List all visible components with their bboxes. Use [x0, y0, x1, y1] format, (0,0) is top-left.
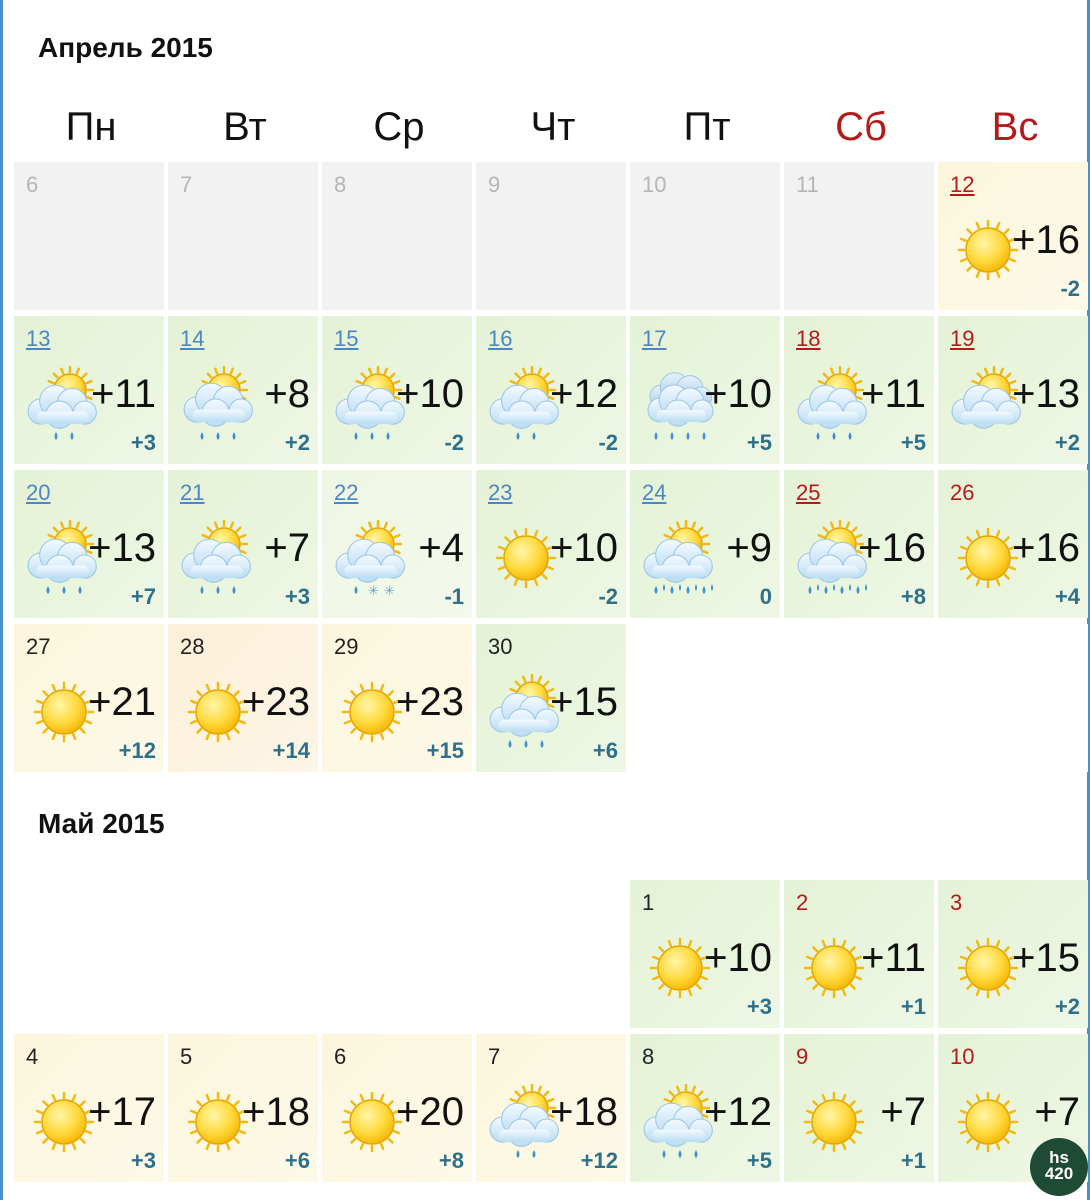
day-cell[interactable] — [938, 470, 1088, 618]
day-cell[interactable] — [938, 316, 1088, 464]
day-number: 5 — [180, 1044, 193, 1069]
day-cell[interactable] — [630, 316, 780, 464]
weekday-header-4: Пт — [683, 105, 731, 149]
day-cell[interactable] — [322, 1034, 472, 1182]
temp-min: -2 — [598, 584, 618, 609]
temp-min: +2 — [1054, 430, 1080, 455]
temp-max: +12 — [550, 372, 618, 416]
day-cell[interactable] — [784, 880, 934, 1028]
temp-max: +20 — [396, 1090, 464, 1134]
partly-cloudy-heavy-rain-icon — [640, 520, 720, 600]
temp-max: +9 — [726, 526, 772, 570]
month-title: Апрель 2015 — [38, 32, 213, 63]
day-cell[interactable] — [476, 1034, 626, 1182]
temp-min: +6 — [592, 738, 618, 763]
weekday-header-3: Чт — [530, 105, 576, 149]
day-number: 8 — [334, 172, 347, 197]
sun-icon — [948, 1084, 1028, 1164]
month-title: Май 2015 — [38, 808, 165, 839]
temp-min: +2 — [284, 430, 310, 455]
day-cell[interactable] — [168, 470, 318, 618]
temp-min: +8 — [900, 584, 926, 609]
temp-min: +5 — [900, 430, 926, 455]
sun-icon — [794, 1084, 874, 1164]
temp-max: +7 — [1034, 1090, 1080, 1134]
temp-max: +12 — [704, 1090, 772, 1134]
day-cell[interactable] — [322, 316, 472, 464]
temp-min: -2 — [1060, 276, 1080, 301]
temp-min: +8 — [438, 1148, 464, 1173]
temp-max: +7 — [880, 1090, 926, 1134]
temp-min: -2 — [598, 430, 618, 455]
temp-min: +14 — [272, 738, 310, 763]
day-cell[interactable] — [938, 162, 1088, 310]
empty-cell — [168, 880, 318, 1028]
temp-min: +5 — [746, 1148, 772, 1173]
day-number[interactable]: 14 — [180, 326, 205, 351]
day-cell[interactable] — [630, 1034, 780, 1182]
temp-min: +15 — [426, 738, 464, 763]
day-number: 7 — [180, 172, 193, 197]
temp-max: +4 — [418, 526, 464, 570]
day-number[interactable]: 23 — [488, 480, 513, 505]
day-cell — [784, 162, 934, 310]
day-cell[interactable] — [14, 1034, 164, 1182]
day-number[interactable]: 24 — [642, 480, 667, 505]
temp-min: +5 — [746, 430, 772, 455]
day-number[interactable]: 25 — [796, 480, 821, 505]
empty-cell — [938, 624, 1088, 772]
temp-max: +21 — [88, 680, 156, 724]
temp-min: +7 — [130, 584, 156, 609]
day-cell[interactable] — [168, 624, 318, 772]
day-number: 3 — [950, 890, 963, 915]
temp-max: +18 — [242, 1090, 310, 1134]
partly-cloudy-sleet-icon — [332, 520, 412, 600]
day-number[interactable]: 17 — [642, 326, 667, 351]
temp-max: +18 — [550, 1090, 618, 1134]
day-number: 11 — [796, 172, 819, 197]
day-number: 26 — [950, 480, 975, 505]
temp-min: +2 — [1054, 994, 1080, 1019]
weekday-header-5: Сб — [835, 105, 887, 149]
day-cell — [168, 162, 318, 310]
day-number[interactable]: 13 — [26, 326, 51, 351]
temp-min: +12 — [118, 738, 156, 763]
weekday-header-1: Вт — [223, 105, 267, 149]
day-cell[interactable] — [784, 470, 934, 618]
day-number: 28 — [180, 634, 205, 659]
day-number: 27 — [26, 634, 51, 659]
logo-line2: 420 — [1044, 1164, 1074, 1183]
weekday-header-2: Ср — [373, 105, 425, 149]
day-number[interactable]: 19 — [950, 326, 975, 351]
temp-min: +1 — [900, 1148, 926, 1173]
empty-cell — [476, 880, 626, 1028]
empty-cell — [322, 880, 472, 1028]
day-number[interactable]: 15 — [334, 326, 359, 351]
day-number: 6 — [26, 172, 39, 197]
temp-min: 0 — [759, 584, 772, 609]
temp-min: -1 — [444, 584, 464, 609]
temp-min: +4 — [1054, 584, 1080, 609]
weekday-header-0: Пн — [65, 105, 117, 149]
day-number[interactable]: 18 — [796, 326, 821, 351]
day-cell[interactable] — [14, 624, 164, 772]
temp-max: +15 — [1012, 936, 1080, 980]
temp-max: +23 — [396, 680, 464, 724]
day-cell[interactable] — [784, 316, 934, 464]
cloudy-rain-icon — [178, 366, 258, 446]
day-number: 1 — [642, 890, 655, 915]
temp-max: +16 — [1012, 218, 1080, 262]
day-cell[interactable] — [14, 316, 164, 464]
day-number: 9 — [796, 1044, 809, 1069]
temp-min: -2 — [444, 430, 464, 455]
temp-max: +16 — [858, 526, 926, 570]
day-cell[interactable] — [168, 316, 318, 464]
svg-text:✳: ✳ — [384, 584, 395, 599]
day-cell[interactable] — [630, 880, 780, 1028]
day-cell[interactable] — [322, 624, 472, 772]
temp-max: +13 — [88, 526, 156, 570]
temp-min: +1 — [900, 994, 926, 1019]
day-number: 8 — [642, 1044, 655, 1069]
temp-max: +11 — [861, 372, 926, 416]
temp-max: +10 — [704, 372, 772, 416]
day-number[interactable]: 21 — [180, 480, 205, 505]
day-cell — [630, 162, 780, 310]
weekday-header-6: Вс — [991, 105, 1039, 149]
empty-cell — [14, 880, 164, 1028]
empty-cell — [630, 624, 780, 772]
day-number[interactable]: 22 — [334, 480, 359, 505]
temp-max: +13 — [1012, 372, 1080, 416]
day-number: 10 — [950, 1044, 975, 1069]
temp-max: +16 — [1012, 526, 1080, 570]
logo-line1: hs — [1049, 1148, 1069, 1167]
temp-min: +6 — [284, 1148, 310, 1173]
temp-min: +3 — [130, 1148, 156, 1173]
temp-max: +10 — [704, 936, 772, 980]
day-cell[interactable] — [322, 470, 472, 618]
day-cell[interactable] — [476, 316, 626, 464]
temp-max: +11 — [91, 372, 156, 416]
day-cell[interactable] — [630, 470, 780, 618]
temp-min: +3 — [130, 430, 156, 455]
day-number[interactable]: 16 — [488, 326, 513, 351]
day-cell — [476, 162, 626, 310]
day-number: 30 — [488, 634, 513, 659]
temp-max: +15 — [550, 680, 618, 724]
temp-min: +12 — [580, 1148, 618, 1173]
day-number[interactable]: 12 — [950, 172, 975, 197]
day-cell[interactable] — [168, 1034, 318, 1182]
day-number: 4 — [26, 1044, 39, 1069]
day-cell — [14, 162, 164, 310]
day-cell[interactable] — [938, 880, 1088, 1028]
day-cell[interactable] — [476, 624, 626, 772]
day-number[interactable]: 20 — [26, 480, 51, 505]
temp-max: +23 — [242, 680, 310, 724]
day-number: 6 — [334, 1044, 347, 1069]
svg-text:✳: ✳ — [368, 584, 379, 599]
temp-max: +10 — [396, 372, 464, 416]
watermark-logo — [1030, 1138, 1088, 1196]
day-cell[interactable] — [784, 1034, 934, 1182]
day-number: 10 — [642, 172, 667, 197]
day-number: 7 — [488, 1044, 501, 1069]
temp-max: +8 — [264, 372, 310, 416]
temp-max: +11 — [861, 936, 926, 980]
partly-cloudy-rain-icon — [178, 520, 258, 600]
day-number: 9 — [488, 172, 501, 197]
day-cell[interactable] — [476, 470, 626, 618]
day-number: 29 — [334, 634, 359, 659]
temp-max: +17 — [88, 1090, 156, 1134]
day-cell[interactable] — [14, 470, 164, 618]
day-number: 2 — [796, 890, 809, 915]
day-cell — [322, 162, 472, 310]
temp-min: +3 — [284, 584, 310, 609]
temp-max: +7 — [264, 526, 310, 570]
empty-cell — [784, 624, 934, 772]
temp-min: +3 — [746, 994, 772, 1019]
temp-max: +10 — [550, 526, 618, 570]
